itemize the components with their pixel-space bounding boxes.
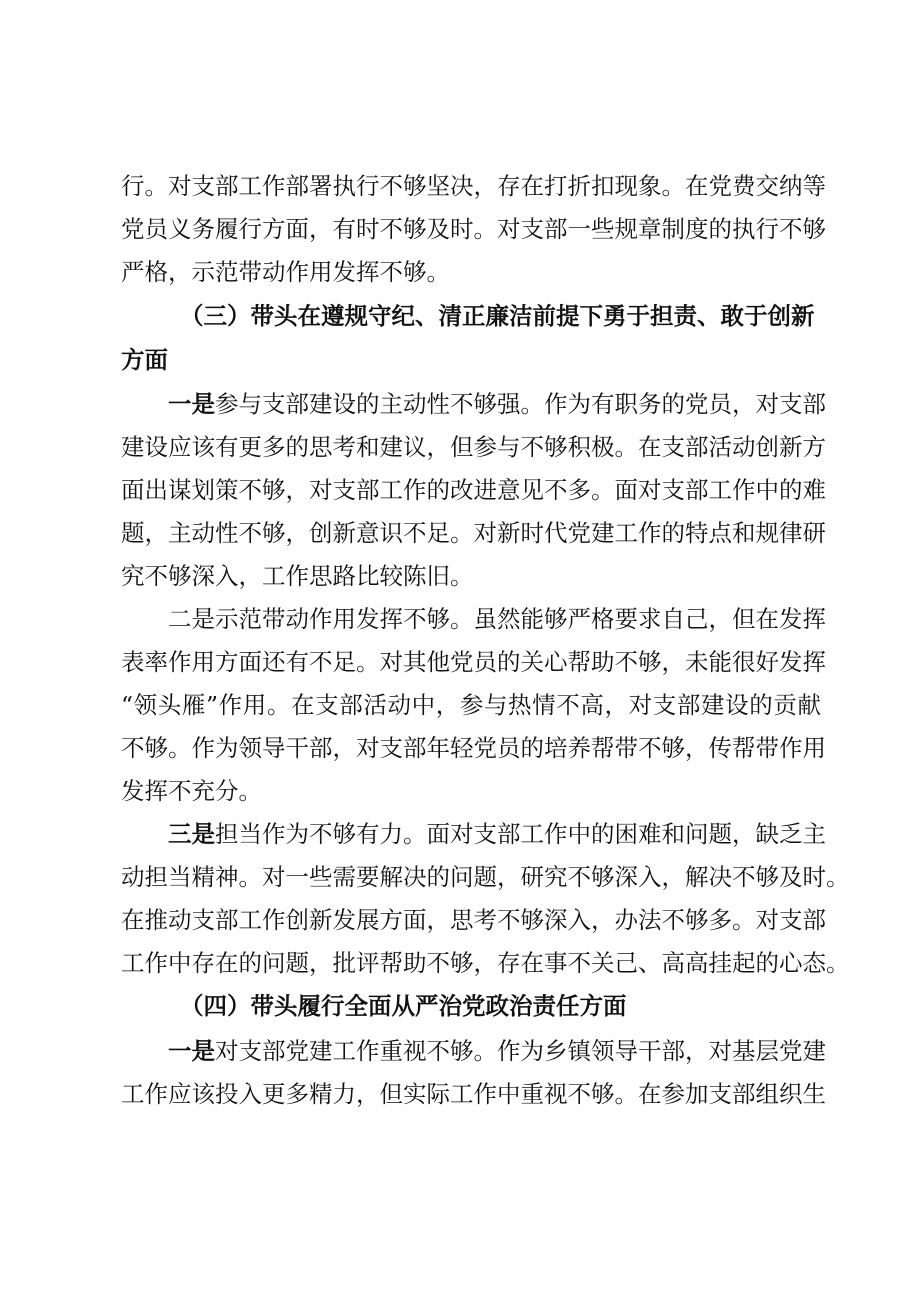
paragraph-line: 题，主动性不够，创新意识不足。对新时代党建工作的特点和规律研 — [121, 519, 826, 547]
paragraph-line: 行。对支部工作部署执行不够坚决，存在打折扣现象。在党费交纳等 — [121, 172, 826, 200]
paragraph-line — [168, 812, 826, 856]
paragraph-line: 在推动支部工作创新发展方面，思考不够深入，办法不够多。对支部 — [121, 906, 826, 934]
paragraph-line — [168, 1029, 826, 1073]
paragraph-line: 发挥不充分。 — [121, 777, 262, 805]
paragraph-line: 表率作用方面还有不足。对其他党员的关心帮助不够，未能很好发挥 — [121, 648, 826, 676]
lead-label: 一是 — [168, 390, 215, 418]
section-heading-3: （三）带头在遵规守纪、清正廉洁前提下勇于担责、敢于创新 — [180, 302, 815, 330]
paragraph-line: 动担当精神。对一些需要解决的问题，研究不够深入，解决不够及时。 — [121, 863, 850, 891]
paragraph-line: 严格，示范带动作用发挥不够。 — [121, 258, 450, 286]
paragraph-line — [168, 382, 826, 426]
section-heading-3-cont: 方面 — [121, 346, 168, 374]
paragraph-line: 面出谋划策不够，对支部工作的改进意见不多。面对支部工作中的难 — [121, 476, 826, 504]
paragraph-line: “领头雁”作用。在支部活动中，参与热情不高，对支部建设的贡献 — [121, 691, 821, 719]
paragraph-line: 党员义务履行方面，有时不够及时。对支部一些规章制度的执行不够 — [121, 215, 826, 243]
paragraph-line: 究不够深入，工作思路比较陈旧。 — [121, 562, 474, 590]
section-heading-4: （四）带头履行全面从严治党政治责任方面 — [180, 992, 627, 1020]
lead-label: 一是 — [168, 1037, 215, 1065]
paragraph-text: 参与支部建设的主动性不够强。作为有职务的党员，对支部 — [215, 390, 826, 418]
paragraph-line: 工作中存在的问题，批评帮助不够，存在事不关己、高高挂起的心态。 — [121, 949, 850, 977]
paragraph-line: 建设应该有更多的思考和建议，但参与不够积极。在支部活动创新方 — [121, 433, 826, 461]
paragraph-line: 二是示范带动作用发挥不够。虽然能够严格要求自己，但在发挥 — [168, 605, 826, 633]
paragraph-text: 对支部党建工作重视不够。作为乡镇领导干部，对基层党建 — [215, 1037, 826, 1065]
paragraph-line: 工作应该投入更多精力，但实际工作中重视不够。在参加支部组织生 — [121, 1080, 826, 1108]
lead-label: 三是 — [168, 820, 215, 848]
paragraph-line: 不够。作为领导干部，对支部年轻党员的培养帮带不够，传帮带作用 — [121, 734, 826, 762]
paragraph-text: 担当作为不够有力。面对支部工作中的困难和问题，缺乏主 — [215, 820, 826, 848]
